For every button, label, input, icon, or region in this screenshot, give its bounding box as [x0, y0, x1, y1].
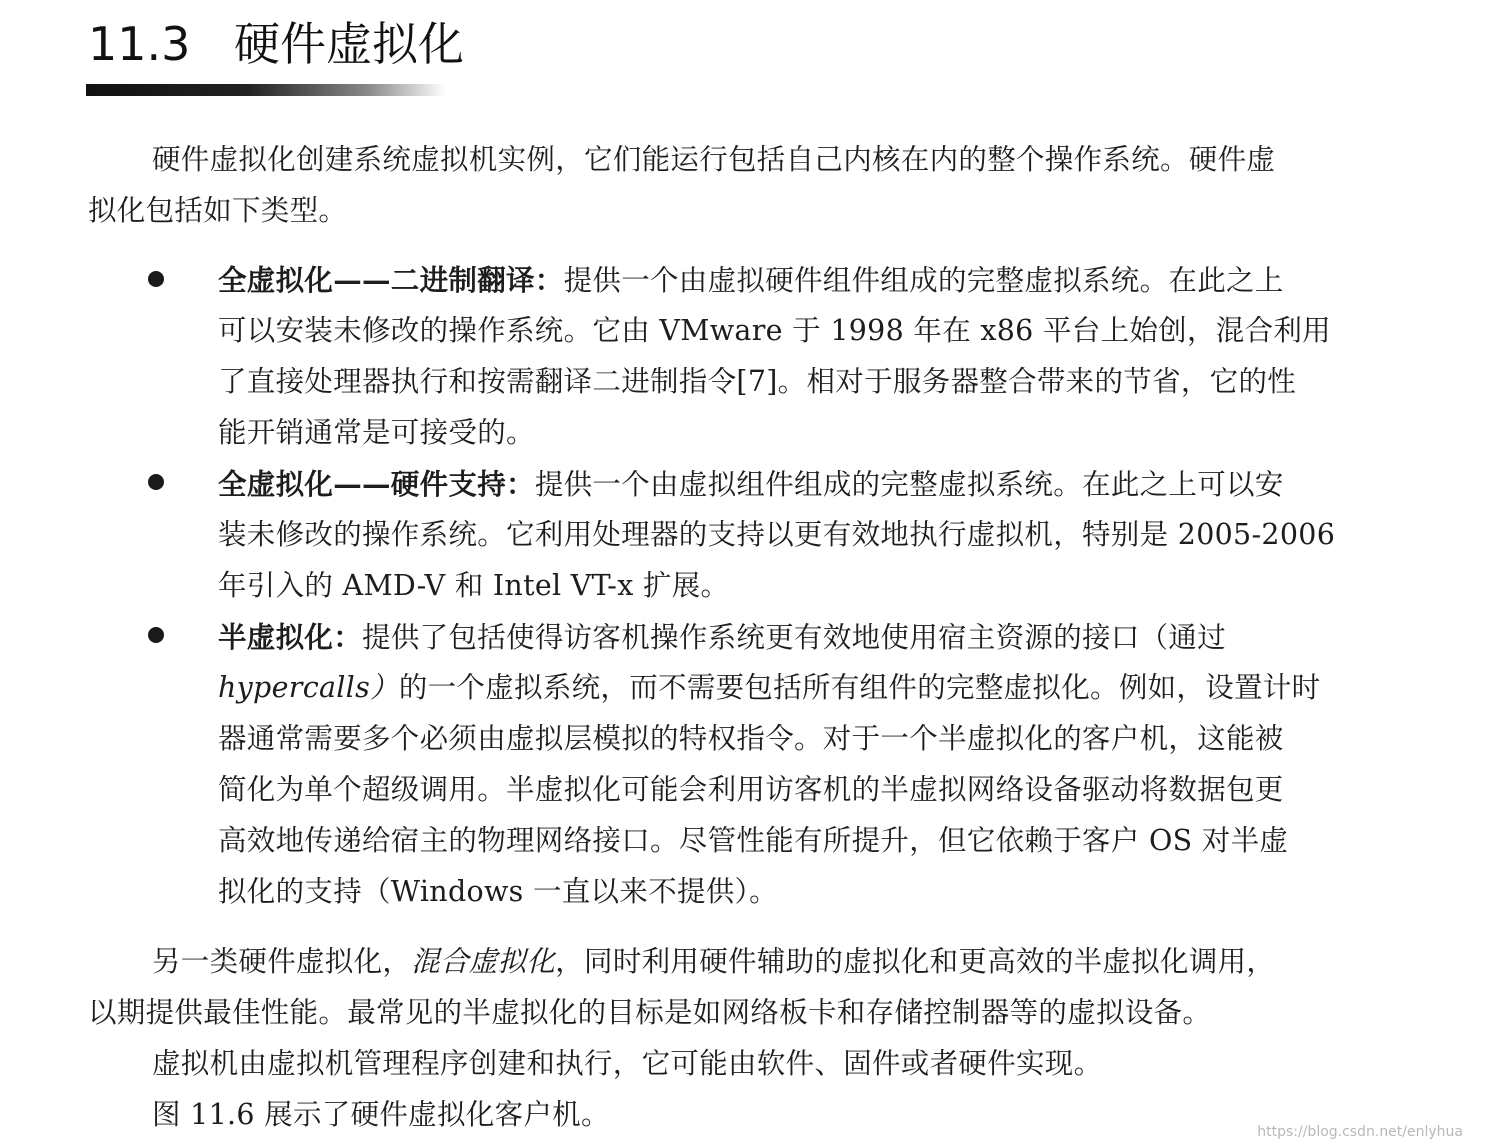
bullet-line: 年引入的 AMD-V 和 Intel VT-x 扩展。	[218, 569, 730, 602]
paragraph-line: 以期提供最佳性能。最常见的半虚拟化的目标是如网络板卡和存储控制器等的虚拟设备。	[88, 996, 1212, 1029]
bullet-term: 半虚拟化：	[218, 620, 363, 654]
bullet-italic-term: hypercalls）	[218, 671, 399, 704]
bullet-line	[218, 617, 1226, 657]
intro-line: 拟化包括如下类型。	[88, 194, 348, 227]
paragraph-line	[152, 942, 1275, 982]
paragraph-line: 虚拟机由虚拟机管理程序创建和执行，它可能由软件、固件或者硬件实现。	[152, 1047, 1103, 1080]
bullet-line	[218, 464, 1284, 504]
bullet-line	[218, 668, 1320, 708]
section-number: 11.3	[88, 17, 191, 71]
heading-underline-bar	[86, 84, 446, 96]
section-heading	[88, 14, 464, 74]
bullet-text: 的一个虚拟系统，而不需要包括所有组件的完整虚拟化。例如，设置计时	[398, 671, 1321, 704]
watermark: https://blog.csdn.net/enlyhua	[1257, 1124, 1463, 1140]
paragraph-line: 图 11.6 展示了硬件虚拟化客户机。	[152, 1098, 610, 1131]
intro-line: 硬件虚拟化创建系统虚拟机实例，它们能运行包括自己内核在内的整个操作系统。硬件虚	[152, 143, 1276, 176]
section-title: 硬件虚拟化	[234, 17, 464, 71]
bullet-line: 了直接处理器执行和按需翻译二进制指令[7]。相对于服务器整合带来的节省，它的性	[218, 365, 1297, 398]
bullet-text: 提供了包括使得访客机操作系统更有效地使用宿主资源的接口（通过	[362, 621, 1227, 654]
bullet-text: 提供一个由虚拟硬件组件组成的完整虚拟系统。在此之上	[563, 264, 1284, 297]
bullet-term: 全虚拟化——硬件支持：	[218, 467, 535, 501]
bullet-line: 装未修改的操作系统。它利用处理器的支持以更有效地执行虚拟机，特别是 2005-2006	[218, 518, 1336, 551]
bullet-line: 器通常需要多个必须由虚拟层模拟的特权指令。对于一个半虚拟化的客户机，这能被	[218, 722, 1284, 755]
paragraph-italic-term: 混合虚拟化	[411, 945, 556, 978]
paragraph-text: 另一类硬件虚拟化，	[152, 945, 412, 978]
bullet-line	[218, 260, 1284, 300]
bullet-dot	[148, 627, 164, 643]
bullet-line: 拟化的支持（Windows 一直以来不提供）。	[218, 875, 778, 908]
bullet-term: 全虚拟化——二进制翻译：	[218, 263, 564, 297]
bullet-line: 简化为单个超级调用。半虚拟化可能会利用访客机的半虚拟网络设备驱动将数据包更	[218, 773, 1284, 806]
bullet-line: 高效地传递给宿主的物理网络接口。尽管性能有所提升，但它依赖于客户 OS 对半虚	[218, 824, 1289, 857]
bullet-dot	[148, 271, 164, 287]
paragraph-text: ，同时利用硬件辅助的虚拟化和更高效的半虚拟化调用，	[555, 945, 1276, 978]
bullet-text: 提供一个由虚拟组件组成的完整虚拟系统。在此之上可以安	[534, 468, 1284, 501]
bullet-dot	[148, 474, 164, 490]
bullet-line: 可以安装未修改的操作系统。它由 VMware 于 1998 年在 x86 平台上始创，混合利用	[218, 314, 1331, 347]
bullet-line: 能开销通常是可接受的。	[218, 416, 535, 449]
